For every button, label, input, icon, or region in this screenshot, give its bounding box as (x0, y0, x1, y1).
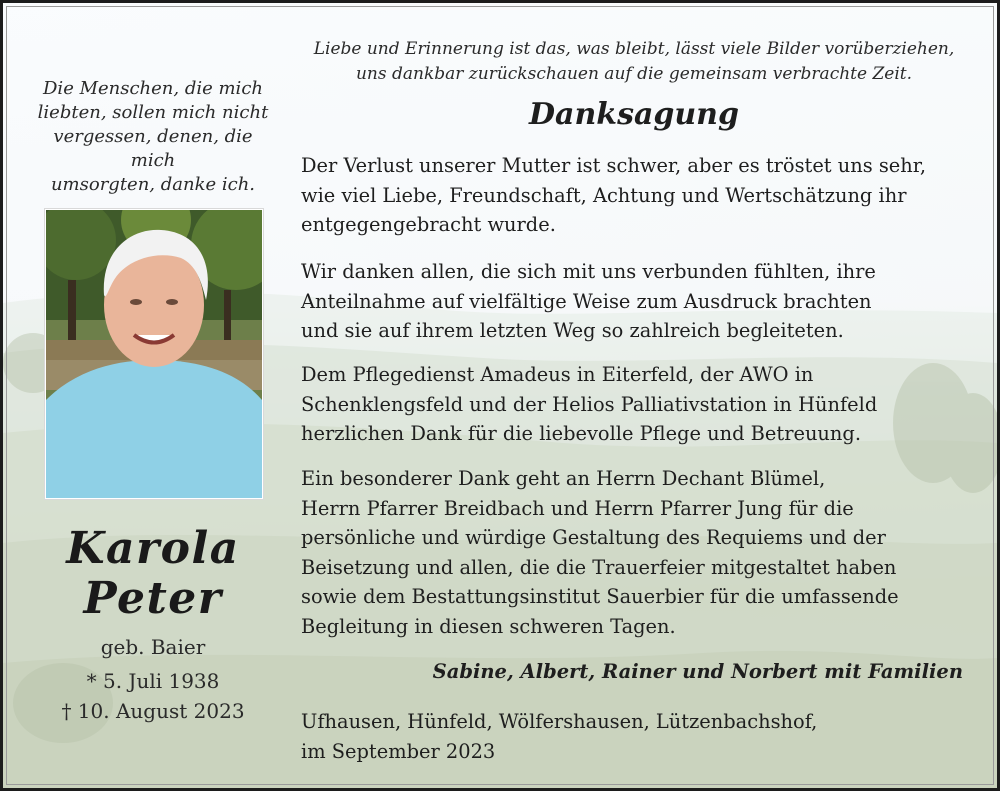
birth-date: * 5. Juli 1938 (86, 669, 220, 693)
paragraph-care-services: Dem Pflegedienst Amadeus in Eiterfeld, der AWO in Schenklengsfeld und der Helios Palliativstation in Hünfeld herzlichen Dank für die liebevolle Pflege und Betreuung. (301, 363, 878, 445)
memorial-quote: Die Menschen, die mich liebten, sollen mich nicht vergessen, denen, die mich umsorgten, danke ich. (37, 78, 269, 195)
death-date: † 10. August 2023 (61, 699, 245, 723)
paragraph-loss: Der Verlust unserer Mutter ist schwer, aber es tröstet uns sehr, wie viel Liebe, Freundschaft, Achtung und Wertschätzung ihr entgegengebracht wurde. (301, 154, 927, 236)
place-date: Ufhausen, Hünfeld, Wölfershausen, Lützenbachshof, im September 2023 (301, 710, 818, 763)
heading: Danksagung (529, 97, 739, 132)
motto (299, 37, 969, 87)
paragraph-thanks-all: Wir danken allen, die sich mit uns verbunden fühlten, ihre Anteilnahme auf vielfältige Weise zum Ausdruck brachten und sie auf ihrem letzten Weg so zahlreich begleiteten. (301, 260, 876, 342)
paragraph-special-thanks: Ein besonderer Dank geht an Herrn Dechant Blümel, Herrn Pfarrer Breidbach und Herrn Pfarrer Jung für die persönliche und würdige Gestaltung des Requiems und der Beisetzung und allen, die die Trauerfeier mitgestaltet haben sowie dem Bestattungsinstitut Sauerbier für die umfassende Begleitung in diesen schweren Tagen. (301, 467, 899, 638)
motto-line-1: Liebe und Erinnerung ist das, was bleibt, lässt viele Bilder vorüberziehen, (313, 39, 955, 59)
first-name: Karola (66, 523, 240, 574)
family-signature: Sabine, Albert, Rainer und Norbert mit Familien (432, 660, 963, 683)
motto-line-2: uns dankbar zurückschauen auf die gemeinsam verbrachte Zeit. (355, 64, 913, 84)
portrait-photo (45, 209, 263, 499)
last-name: Peter (83, 573, 223, 624)
birth-name: geb. Baier (100, 635, 206, 659)
